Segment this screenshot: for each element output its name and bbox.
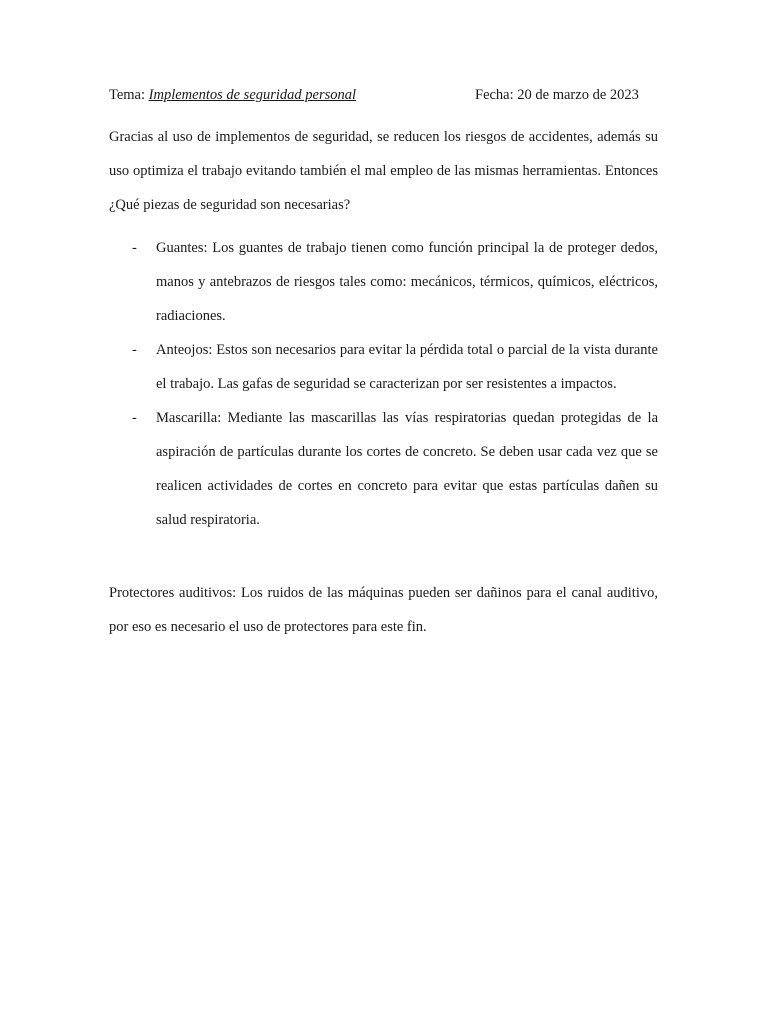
safety-items-list [109, 231, 658, 537]
list-item-mascarilla [109, 401, 658, 537]
intro-text: Gracias al uso de implementos de seguridad, se reducen los riesgos de accidentes, además su uso optimiza el trabajo evitando también el mal empleo de las mismas herramientas. Entonces ¿Qué piezas de seguridad son necesarias? [109, 129, 658, 213]
list-bullet: - [132, 342, 137, 358]
document-header [109, 85, 669, 105]
list-item-anteojos [109, 333, 658, 401]
list-bullet: - [132, 240, 137, 256]
list-item-text: Mascarilla: Mediante las mascarillas las vías respiratorias quedan protegidas de la aspiración de partículas durante los cortes de concreto. Se deben usar cada vez que se realicen actividades de cortes en concreto para evitar que estas partículas dañen su salud respiratoria. [156, 410, 658, 528]
date-label: Fecha: [475, 87, 514, 103]
list-bullet: - [132, 410, 137, 426]
intro-paragraph [109, 120, 658, 222]
topic-value: Implementos de seguridad personal [148, 87, 357, 103]
date-value: 20 de marzo de 2023 [517, 87, 639, 103]
closing-paragraph [109, 576, 658, 644]
list-item-guantes [109, 231, 658, 333]
list-item-text: Guantes: Los guantes de trabajo tienen como función principal la de proteger dedos, manos y antebrazos de riesgos tales como: mecánicos, térmicos, químicos, eléctricos, radiaciones. [156, 240, 658, 324]
closing-text: Protectores auditivos: Los ruidos de las máquinas pueden ser dañinos para el canal auditivo, por eso es necesario el uso de protectores para este fin. [109, 585, 658, 635]
list-item-text: Anteojos: Estos son necesarios para evitar la pérdida total o parcial de la vista durante el trabajo. Las gafas de seguridad se caracterizan por ser resistentes a impactos. [156, 342, 658, 392]
date-group [475, 85, 639, 105]
topic-label: Tema: [109, 87, 146, 103]
